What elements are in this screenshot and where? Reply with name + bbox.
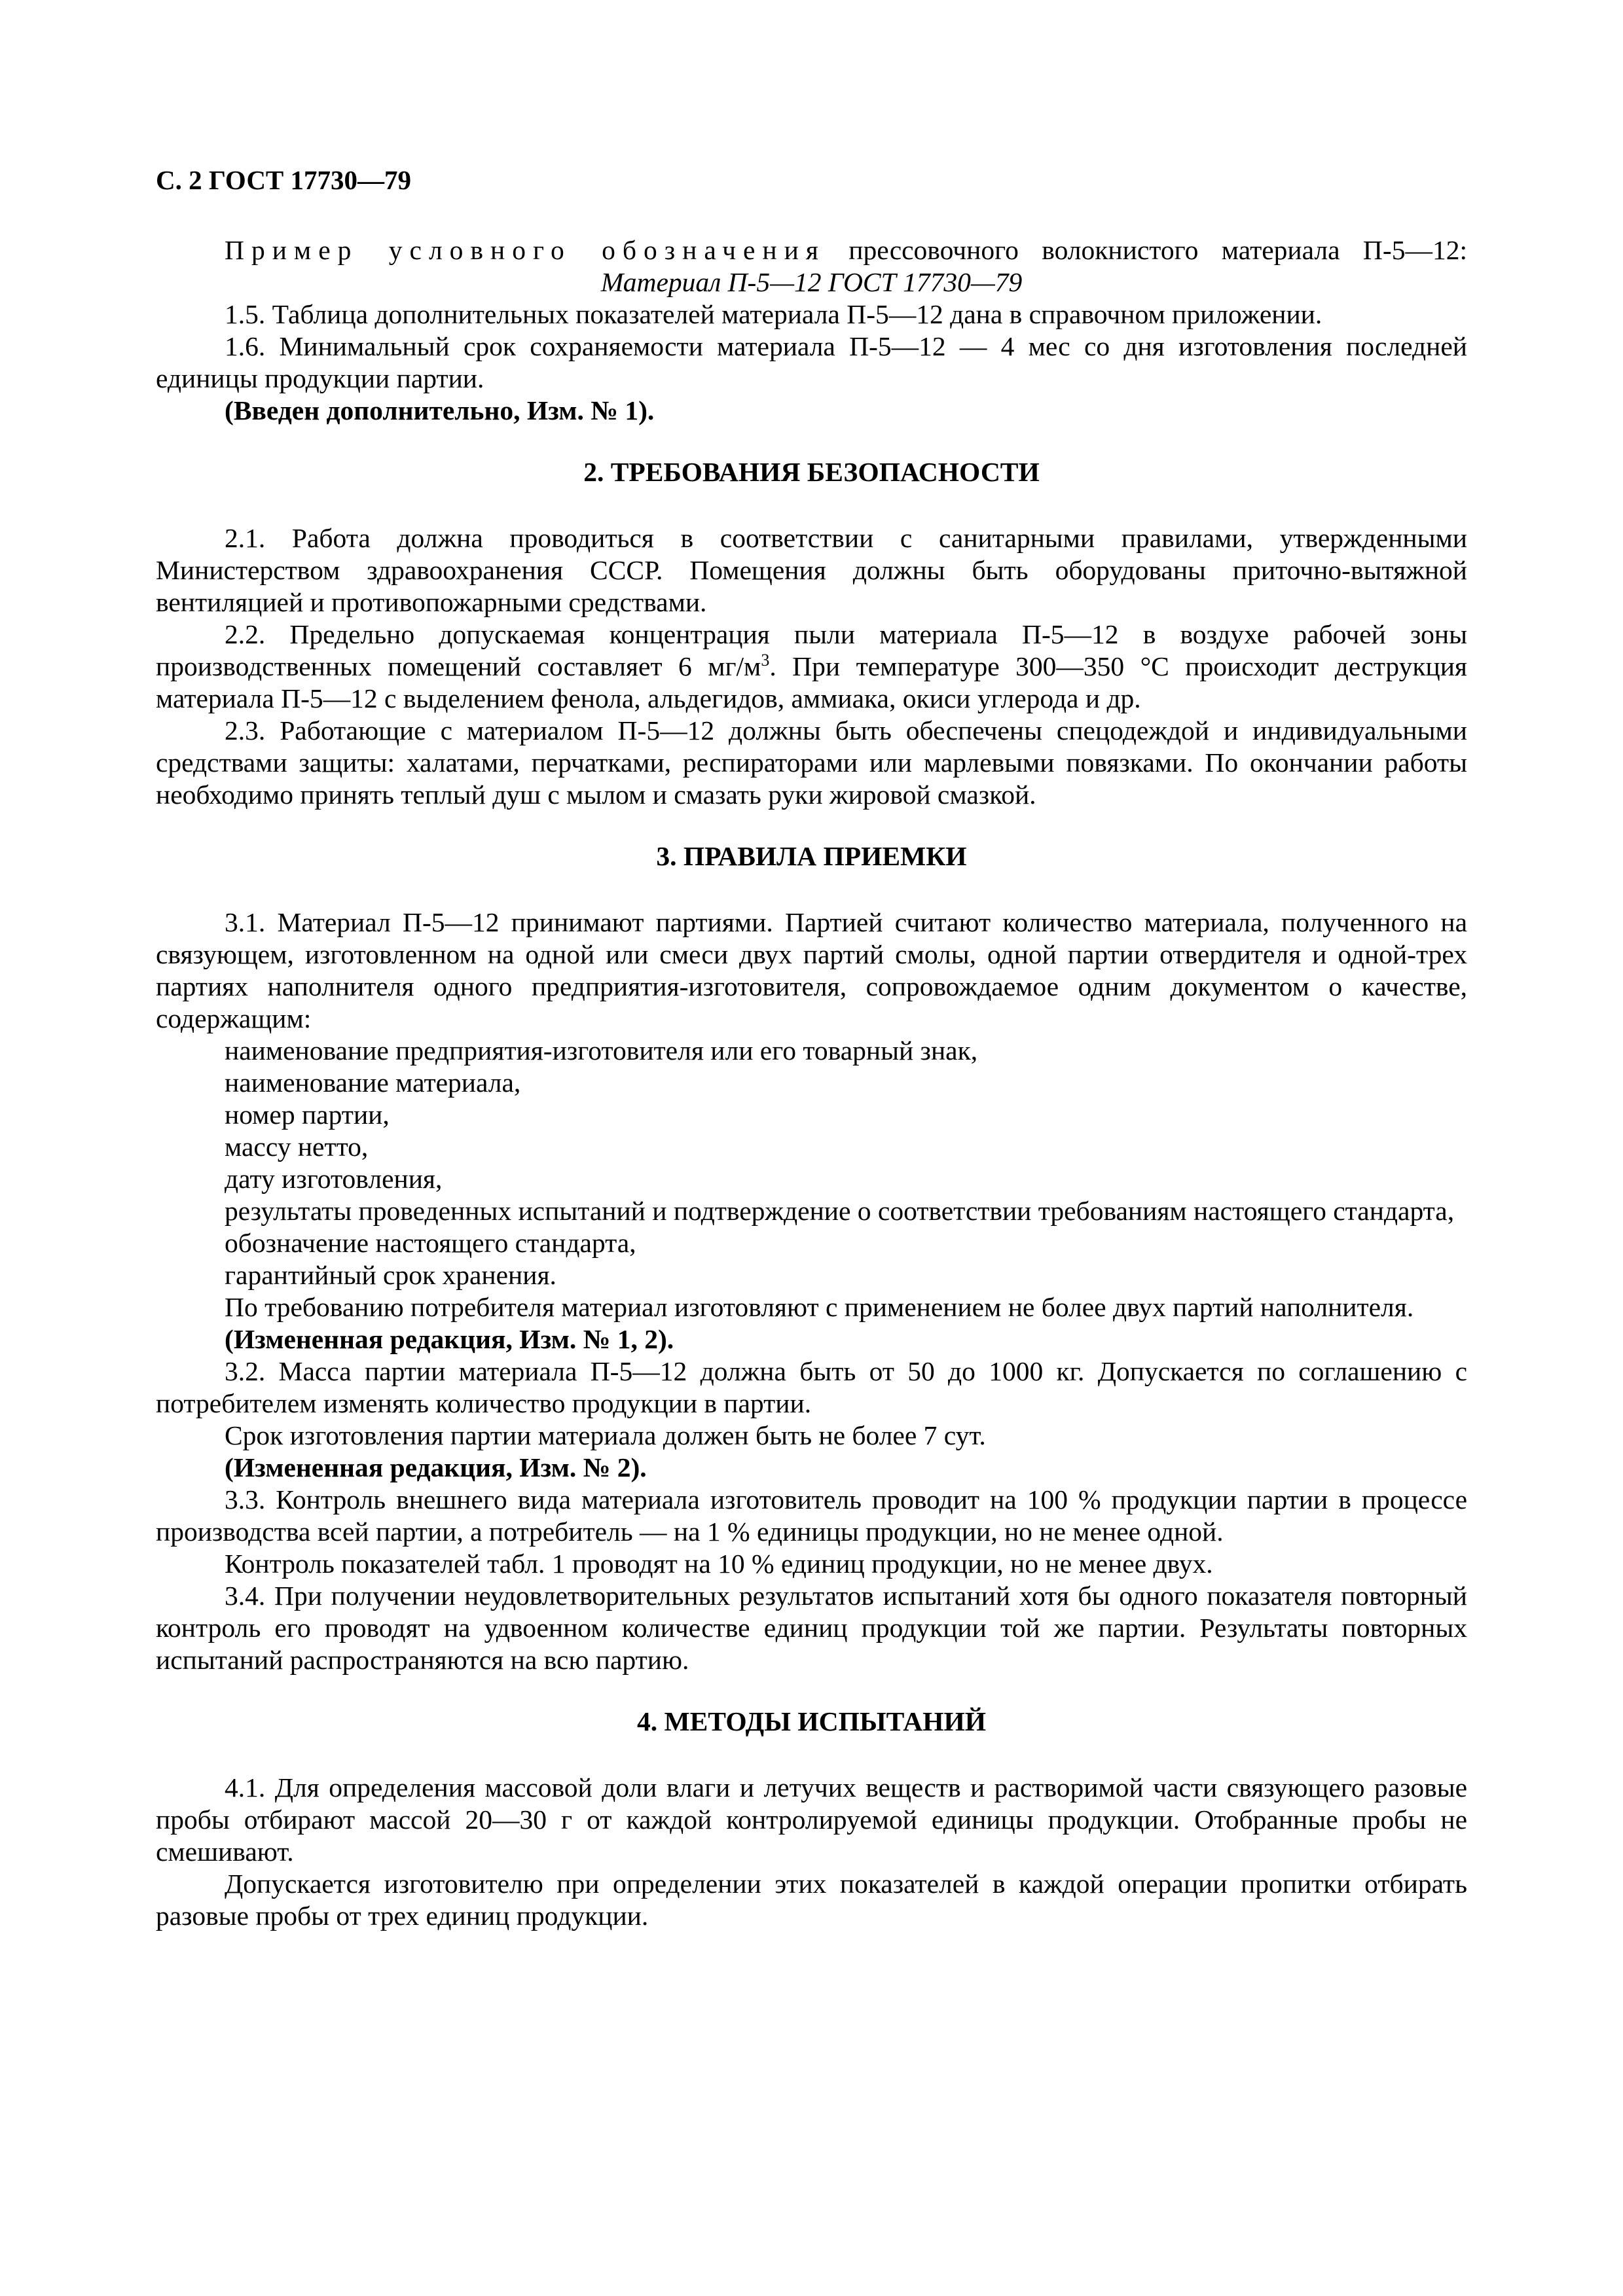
paragraph-3-1-extra: По требованию потребителя материал изготовляют с применением не более двух партий наполнителя. bbox=[225, 1292, 1414, 1322]
paragraph-2-2-b: . При температуре 300—350 °С происходит деструкция материала П-5—12 с выделением фенола, альдегидов, аммиака, окиси углерода и др. bbox=[156, 651, 1468, 713]
intro-rest: прессовочного волокнистого материала П-5—12: bbox=[825, 235, 1467, 265]
list-item: наименование предприятия-изготовителя или его товарный знак, bbox=[225, 1035, 978, 1066]
list-item: номер партии, bbox=[225, 1100, 390, 1130]
list-item: массу нетто, bbox=[225, 1132, 369, 1162]
paragraph-2-2-a: 2.2. Предельно допускаемая концентрация пыли материала П-5—12 в воздухе рабочей зоны производственных помещений составляет 6 мг/м bbox=[156, 619, 1467, 681]
list-item: дату изготовления, bbox=[225, 1164, 443, 1194]
paragraph-3-3-extra: Контроль показателей табл. 1 проводят на 10 % единиц продукции, но не менее двух. bbox=[225, 1549, 1213, 1579]
paragraph-3-2: 3.2. Масса партии материала П-5—12 должна быть от 50 до 1000 кг. Допускается по соглашению с потребителем изменять количество продукции в партии. bbox=[156, 1356, 1467, 1418]
amendment-note: (Введен дополнительно, Изм. № 1). bbox=[225, 395, 655, 425]
list-item: обозначение настоящего стандарта, bbox=[225, 1228, 636, 1258]
designation-example: Материал П-5—12 ГОСТ 17730—79 bbox=[600, 267, 1023, 297]
paragraph-4-1: 4.1. Для определения массовой доли влаги и летучих веществ и растворимой части связующего разовые пробы отбирают массой 20—30 г от каждой контролируемой единицы продукции. Отобранные пробы не смешивают. bbox=[156, 1772, 1467, 1867]
section-3-heading: 3. ПРАВИЛА ПРИЕМКИ bbox=[656, 841, 967, 871]
document-body bbox=[156, 234, 1467, 1932]
amendment-note: (Измененная редакция, Изм. № 2). bbox=[225, 1452, 647, 1482]
paragraph-3-2-extra: Срок изготовления партии материала должен быть не более 7 сут. bbox=[225, 1420, 986, 1450]
paragraph-4-1-extra: Допускается изготовителю при определении этих показателей в каждой операции пропитки отбирать разовые пробы от трех единиц продукции. bbox=[156, 1869, 1467, 1931]
designation-intro bbox=[156, 234, 1467, 266]
paragraph-2-1: 2.1. Работа должна проводиться в соответствии с санитарными правилами, утвержденными Министерством здравоохранения СССР. Помещения должны быть оборудованы приточно-вытяжной вентиляцией и противопожарными средствами. bbox=[156, 523, 1467, 617]
list-item: гарантийный срок хранения. bbox=[225, 1260, 556, 1290]
paragraph-3-3: 3.3. Контроль внешнего вида материала изготовитель проводит на 100 % продукции партии в процессе производства всей партии, а потребитель — на 1 % единицы продукции, но не менее одной. bbox=[156, 1484, 1467, 1547]
paragraph-1-6: 1.6. Минимальный срок сохраняемости материала П-5—12 — 4 мес со дня изготовления последней единицы продукции партии. bbox=[156, 331, 1467, 393]
paragraph-2-2 bbox=[156, 619, 1467, 715]
paragraph-3-4: 3.4. При получении неудовлетворительных результатов испытаний хотя бы одного показателя повторный контроль его проводят на удвоенном количестве единиц продукции той же партии. Результаты повторных испытаний распространяются на всю партию. bbox=[156, 1581, 1467, 1675]
section-2-heading: 2. ТРЕБОВАНИЯ БЕЗОПАСНОСТИ bbox=[583, 457, 1040, 487]
spaced-lead: Пример условного обозначения bbox=[225, 235, 826, 265]
list-item-results: результаты проведенных испытаний и подтверждение о соответствии требованиям настоящего стандарта, bbox=[225, 1196, 1455, 1226]
paragraph-2-3: 2.3. Работающие с материалом П-5—12 должны быть обеспечены спецодеждой и индивидуальными средствами защиты: халатами, перчатками, респираторами или марлевыми повязками. По окончании работы необходимо принять теплый душ с мылом и смазать руки жировой смазкой. bbox=[156, 715, 1467, 810]
paragraph-3-1: 3.1. Материал П-5—12 принимают партиями. Партией считают количество материала, полученного на связующем, изготовленном на одной или смеси двух партий смолы, одной партии отвердителя и одной-трех партиях наполнителя одного предприятия-изготовителя, сопровождаемое одним документом о качестве, содержащим: bbox=[156, 907, 1467, 1033]
list-item: наименование материала, bbox=[225, 1067, 521, 1098]
amendment-note: (Измененная редакция, Изм. № 1, 2). bbox=[225, 1324, 674, 1354]
section-4-heading: 4. МЕТОДЫ ИСПЫТАНИЙ bbox=[636, 1706, 987, 1736]
page-header: С. 2 ГОСТ 17730—79 bbox=[156, 165, 412, 195]
superscript: 3 bbox=[761, 651, 770, 670]
paragraph-1-5: 1.5. Таблица дополнительных показателей материала П-5—12 дана в справочном приложении. bbox=[225, 299, 1322, 329]
